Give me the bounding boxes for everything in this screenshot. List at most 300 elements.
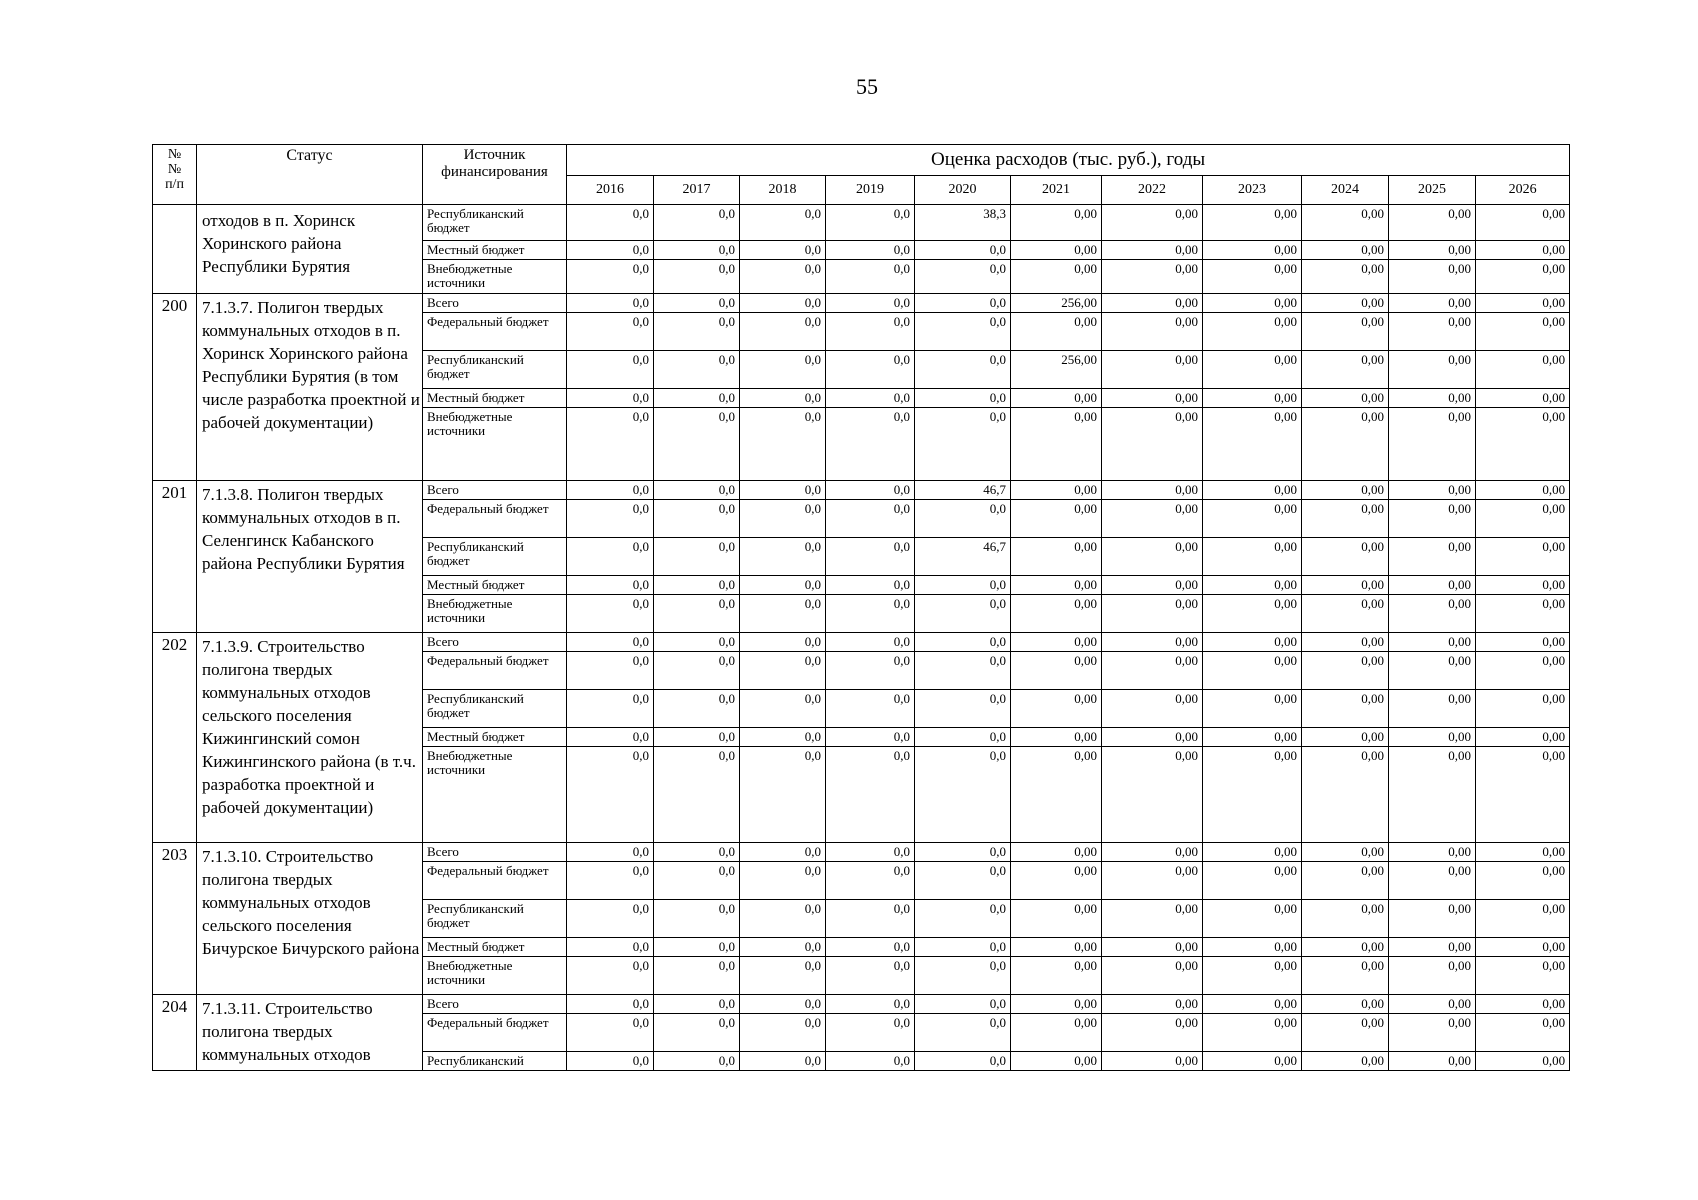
value-cell-2023: 0,00 [1203, 938, 1302, 957]
value-cell-2018: 0,0 [740, 1014, 826, 1052]
value-cell-2024: 0,00 [1302, 1052, 1389, 1071]
value-cell-2025: 0,00 [1389, 408, 1476, 481]
value-cell-2024: 0,00 [1302, 205, 1389, 241]
value-cell-2026: 0,00 [1476, 938, 1570, 957]
value-cell-2022: 0,00 [1102, 351, 1203, 389]
header-year-2016: 2016 [567, 176, 654, 205]
value-cell-2022: 0,00 [1102, 1014, 1203, 1052]
value-cell-2023: 0,00 [1203, 260, 1302, 294]
value-cell-2016: 0,0 [567, 205, 654, 241]
value-cell-2019: 0,0 [826, 389, 915, 408]
value-cell-2023: 0,00 [1203, 843, 1302, 862]
value-cell-2025: 0,00 [1389, 995, 1476, 1014]
value-cell-2017: 0,0 [654, 862, 740, 900]
value-cell-2023: 0,00 [1203, 900, 1302, 938]
value-cell-2022: 0,00 [1102, 995, 1203, 1014]
value-cell-2016: 0,0 [567, 995, 654, 1014]
value-cell-2021: 0,00 [1011, 747, 1102, 843]
value-cell-2017: 0,0 [654, 538, 740, 576]
value-cell-2021: 0,00 [1011, 241, 1102, 260]
table-row [153, 633, 1570, 652]
value-cell-2022: 0,00 [1102, 500, 1203, 538]
value-cell-2021: 0,00 [1011, 995, 1102, 1014]
value-cell-2025: 0,00 [1389, 862, 1476, 900]
value-cell-2024: 0,00 [1302, 1014, 1389, 1052]
funding-source-cell: Местный бюджет [423, 241, 567, 260]
value-cell-2023: 0,00 [1203, 241, 1302, 260]
value-cell-2016: 0,0 [567, 1014, 654, 1052]
header-year-2019: 2019 [826, 176, 915, 205]
value-cell-2024: 0,00 [1302, 408, 1389, 481]
value-cell-2022: 0,00 [1102, 205, 1203, 241]
row-number: 202 [153, 633, 197, 843]
value-cell-2018: 0,0 [740, 843, 826, 862]
funding-source-cell: Всего [423, 481, 567, 500]
value-cell-2019: 0,0 [826, 995, 915, 1014]
status-cell: 7.1.3.7. Полигон твердых коммунальных отходов в п. Хоринск Хоринского района Республики Бурятия (в том числе разработка проектной и рабочей документации) [197, 294, 423, 481]
value-cell-2017: 0,0 [654, 957, 740, 995]
value-cell-2019: 0,0 [826, 241, 915, 260]
value-cell-2026: 0,00 [1476, 408, 1570, 481]
funding-source-cell: Федеральный бюджет [423, 1014, 567, 1052]
funding-source-cell: Республиканский бюджет [423, 205, 567, 241]
value-cell-2025: 0,00 [1389, 313, 1476, 351]
value-cell-2018: 0,0 [740, 576, 826, 595]
value-cell-2018: 0,0 [740, 938, 826, 957]
value-cell-2020: 0,0 [915, 294, 1011, 313]
value-cell-2026: 0,00 [1476, 389, 1570, 408]
value-cell-2018: 0,0 [740, 313, 826, 351]
value-cell-2016: 0,0 [567, 633, 654, 652]
funding-source-cell: Местный бюджет [423, 576, 567, 595]
value-cell-2019: 0,0 [826, 351, 915, 389]
value-cell-2026: 0,00 [1476, 690, 1570, 728]
value-cell-2022: 0,00 [1102, 728, 1203, 747]
value-cell-2023: 0,00 [1203, 1014, 1302, 1052]
value-cell-2019: 0,0 [826, 1014, 915, 1052]
value-cell-2023: 0,00 [1203, 408, 1302, 481]
value-cell-2018: 0,0 [740, 500, 826, 538]
header-year-2020: 2020 [915, 176, 1011, 205]
value-cell-2017: 0,0 [654, 481, 740, 500]
value-cell-2022: 0,00 [1102, 938, 1203, 957]
value-cell-2025: 0,00 [1389, 843, 1476, 862]
value-cell-2025: 0,00 [1389, 747, 1476, 843]
value-cell-2021: 0,00 [1011, 260, 1102, 294]
value-cell-2019: 0,0 [826, 595, 915, 633]
table-header [153, 145, 1570, 205]
funding-source-cell: Федеральный бюджет [423, 652, 567, 690]
value-cell-2019: 0,0 [826, 408, 915, 481]
value-cell-2022: 0,00 [1102, 690, 1203, 728]
value-cell-2025: 0,00 [1389, 957, 1476, 995]
value-cell-2019: 0,0 [826, 260, 915, 294]
value-cell-2020: 0,0 [915, 500, 1011, 538]
page-number: 55 [856, 74, 878, 99]
funding-source-cell: Федеральный бюджет [423, 313, 567, 351]
value-cell-2016: 0,0 [567, 900, 654, 938]
value-cell-2025: 0,00 [1389, 652, 1476, 690]
value-cell-2019: 0,0 [826, 728, 915, 747]
value-cell-2024: 0,00 [1302, 481, 1389, 500]
value-cell-2020: 46,7 [915, 538, 1011, 576]
value-cell-2023: 0,00 [1203, 576, 1302, 595]
value-cell-2019: 0,0 [826, 313, 915, 351]
value-cell-2016: 0,0 [567, 241, 654, 260]
value-cell-2020: 0,0 [915, 576, 1011, 595]
value-cell-2023: 0,00 [1203, 1052, 1302, 1071]
value-cell-2017: 0,0 [654, 260, 740, 294]
value-cell-2018: 0,0 [740, 351, 826, 389]
value-cell-2026: 0,00 [1476, 900, 1570, 938]
value-cell-2022: 0,00 [1102, 652, 1203, 690]
value-cell-2026: 0,00 [1476, 576, 1570, 595]
funding-source-cell: Местный бюджет [423, 728, 567, 747]
value-cell-2016: 0,0 [567, 938, 654, 957]
value-cell-2017: 0,0 [654, 595, 740, 633]
value-cell-2025: 0,00 [1389, 294, 1476, 313]
value-cell-2021: 0,00 [1011, 408, 1102, 481]
row-number: 201 [153, 481, 197, 633]
value-cell-2020: 0,0 [915, 351, 1011, 389]
value-cell-2025: 0,00 [1389, 389, 1476, 408]
value-cell-2016: 0,0 [567, 481, 654, 500]
value-cell-2021: 0,00 [1011, 652, 1102, 690]
value-cell-2019: 0,0 [826, 576, 915, 595]
value-cell-2017: 0,0 [654, 652, 740, 690]
value-cell-2018: 0,0 [740, 481, 826, 500]
value-cell-2022: 0,00 [1102, 1052, 1203, 1071]
value-cell-2024: 0,00 [1302, 538, 1389, 576]
table-row [153, 294, 1570, 313]
value-cell-2017: 0,0 [654, 900, 740, 938]
value-cell-2025: 0,00 [1389, 241, 1476, 260]
header-source: Источник финансирования [423, 145, 567, 205]
value-cell-2017: 0,0 [654, 313, 740, 351]
value-cell-2026: 0,00 [1476, 595, 1570, 633]
funding-source-cell: Местный бюджет [423, 389, 567, 408]
value-cell-2026: 0,00 [1476, 1052, 1570, 1071]
header-year-2018: 2018 [740, 176, 826, 205]
value-cell-2017: 0,0 [654, 690, 740, 728]
value-cell-2025: 0,00 [1389, 595, 1476, 633]
value-cell-2017: 0,0 [654, 995, 740, 1014]
value-cell-2026: 0,00 [1476, 957, 1570, 995]
value-cell-2017: 0,0 [654, 241, 740, 260]
value-cell-2018: 0,0 [740, 389, 826, 408]
row-number [153, 205, 197, 294]
value-cell-2026: 0,00 [1476, 652, 1570, 690]
value-cell-2021: 0,00 [1011, 576, 1102, 595]
value-cell-2023: 0,00 [1203, 500, 1302, 538]
value-cell-2018: 0,0 [740, 205, 826, 241]
value-cell-2024: 0,00 [1302, 576, 1389, 595]
value-cell-2020: 0,0 [915, 241, 1011, 260]
value-cell-2017: 0,0 [654, 294, 740, 313]
header-year-2022: 2022 [1102, 176, 1203, 205]
value-cell-2016: 0,0 [567, 652, 654, 690]
value-cell-2024: 0,00 [1302, 900, 1389, 938]
value-cell-2023: 0,00 [1203, 351, 1302, 389]
value-cell-2016: 0,0 [567, 260, 654, 294]
value-cell-2025: 0,00 [1389, 260, 1476, 294]
value-cell-2023: 0,00 [1203, 995, 1302, 1014]
value-cell-2016: 0,0 [567, 576, 654, 595]
value-cell-2020: 0,0 [915, 995, 1011, 1014]
value-cell-2025: 0,00 [1389, 500, 1476, 538]
value-cell-2017: 0,0 [654, 843, 740, 862]
value-cell-2021: 0,00 [1011, 481, 1102, 500]
value-cell-2023: 0,00 [1203, 652, 1302, 690]
value-cell-2026: 0,00 [1476, 1014, 1570, 1052]
value-cell-2020: 0,0 [915, 1052, 1011, 1071]
value-cell-2021: 0,00 [1011, 938, 1102, 957]
value-cell-2026: 0,00 [1476, 481, 1570, 500]
value-cell-2025: 0,00 [1389, 351, 1476, 389]
status-cell: 7.1.3.11. Строительство полигона твердых коммунальных отходов [197, 995, 423, 1071]
funding-source-cell: Внебюджетные источники [423, 957, 567, 995]
value-cell-2021: 0,00 [1011, 957, 1102, 995]
value-cell-2024: 0,00 [1302, 652, 1389, 690]
row-number: 200 [153, 294, 197, 481]
value-cell-2022: 0,00 [1102, 408, 1203, 481]
value-cell-2020: 0,0 [915, 690, 1011, 728]
value-cell-2017: 0,0 [654, 1014, 740, 1052]
value-cell-2025: 0,00 [1389, 900, 1476, 938]
value-cell-2025: 0,00 [1389, 1014, 1476, 1052]
header-year-2024: 2024 [1302, 176, 1389, 205]
value-cell-2021: 0,00 [1011, 538, 1102, 576]
value-cell-2018: 0,0 [740, 690, 826, 728]
value-cell-2024: 0,00 [1302, 351, 1389, 389]
value-cell-2017: 0,0 [654, 728, 740, 747]
value-cell-2018: 0,0 [740, 260, 826, 294]
value-cell-2018: 0,0 [740, 294, 826, 313]
value-cell-2021: 0,00 [1011, 389, 1102, 408]
value-cell-2026: 0,00 [1476, 351, 1570, 389]
funding-source-cell: Внебюджетные источники [423, 747, 567, 843]
value-cell-2022: 0,00 [1102, 481, 1203, 500]
value-cell-2026: 0,00 [1476, 728, 1570, 747]
table-row [153, 205, 1570, 241]
value-cell-2016: 0,0 [567, 1052, 654, 1071]
value-cell-2023: 0,00 [1203, 205, 1302, 241]
value-cell-2018: 0,0 [740, 633, 826, 652]
value-cell-2022: 0,00 [1102, 294, 1203, 313]
value-cell-2021: 0,00 [1011, 900, 1102, 938]
value-cell-2019: 0,0 [826, 900, 915, 938]
value-cell-2016: 0,0 [567, 294, 654, 313]
row-number: 203 [153, 843, 197, 995]
value-cell-2026: 0,00 [1476, 500, 1570, 538]
value-cell-2022: 0,00 [1102, 747, 1203, 843]
value-cell-2025: 0,00 [1389, 690, 1476, 728]
value-cell-2020: 0,0 [915, 728, 1011, 747]
value-cell-2020: 46,7 [915, 481, 1011, 500]
value-cell-2023: 0,00 [1203, 481, 1302, 500]
value-cell-2016: 0,0 [567, 728, 654, 747]
value-cell-2019: 0,0 [826, 633, 915, 652]
value-cell-2020: 0,0 [915, 260, 1011, 294]
value-cell-2023: 0,00 [1203, 957, 1302, 995]
value-cell-2019: 0,0 [826, 1052, 915, 1071]
value-cell-2025: 0,00 [1389, 938, 1476, 957]
value-cell-2026: 0,00 [1476, 294, 1570, 313]
value-cell-2021: 0,00 [1011, 728, 1102, 747]
value-cell-2018: 0,0 [740, 728, 826, 747]
table-row [153, 843, 1570, 862]
value-cell-2026: 0,00 [1476, 313, 1570, 351]
value-cell-2023: 0,00 [1203, 294, 1302, 313]
value-cell-2024: 0,00 [1302, 500, 1389, 538]
value-cell-2018: 0,0 [740, 408, 826, 481]
value-cell-2019: 0,0 [826, 652, 915, 690]
value-cell-2019: 0,0 [826, 843, 915, 862]
funding-source-cell: Всего [423, 995, 567, 1014]
value-cell-2024: 0,00 [1302, 747, 1389, 843]
value-cell-2023: 0,00 [1203, 728, 1302, 747]
funding-source-cell: Республиканский [423, 1052, 567, 1071]
value-cell-2024: 0,00 [1302, 633, 1389, 652]
value-cell-2017: 0,0 [654, 938, 740, 957]
value-cell-2018: 0,0 [740, 900, 826, 938]
value-cell-2019: 0,0 [826, 500, 915, 538]
value-cell-2016: 0,0 [567, 862, 654, 900]
value-cell-2022: 0,00 [1102, 862, 1203, 900]
header-year-2021: 2021 [1011, 176, 1102, 205]
funding-source-cell: Республиканский бюджет [423, 538, 567, 576]
value-cell-2026: 0,00 [1476, 633, 1570, 652]
value-cell-2019: 0,0 [826, 862, 915, 900]
header-year-2025: 2025 [1389, 176, 1476, 205]
value-cell-2024: 0,00 [1302, 241, 1389, 260]
table-row [153, 995, 1570, 1014]
value-cell-2024: 0,00 [1302, 294, 1389, 313]
value-cell-2021: 0,00 [1011, 205, 1102, 241]
header-year-2026: 2026 [1476, 176, 1570, 205]
value-cell-2025: 0,00 [1389, 728, 1476, 747]
value-cell-2016: 0,0 [567, 690, 654, 728]
value-cell-2020: 0,0 [915, 595, 1011, 633]
header-expenditure-title: Оценка расходов (тыс. руб.), годы [567, 145, 1570, 176]
value-cell-2021: 0,00 [1011, 843, 1102, 862]
value-cell-2025: 0,00 [1389, 633, 1476, 652]
value-cell-2022: 0,00 [1102, 313, 1203, 351]
value-cell-2020: 0,0 [915, 633, 1011, 652]
value-cell-2023: 0,00 [1203, 595, 1302, 633]
value-cell-2016: 0,0 [567, 351, 654, 389]
value-cell-2016: 0,0 [567, 957, 654, 995]
value-cell-2017: 0,0 [654, 747, 740, 843]
value-cell-2018: 0,0 [740, 862, 826, 900]
value-cell-2019: 0,0 [826, 938, 915, 957]
row-number: 204 [153, 995, 197, 1071]
value-cell-2022: 0,00 [1102, 260, 1203, 294]
value-cell-2017: 0,0 [654, 633, 740, 652]
value-cell-2016: 0,0 [567, 843, 654, 862]
header-year-2017: 2017 [654, 176, 740, 205]
value-cell-2020: 0,0 [915, 938, 1011, 957]
value-cell-2025: 0,00 [1389, 1052, 1476, 1071]
value-cell-2019: 0,0 [826, 747, 915, 843]
value-cell-2024: 0,00 [1302, 728, 1389, 747]
value-cell-2024: 0,00 [1302, 995, 1389, 1014]
value-cell-2020: 0,0 [915, 652, 1011, 690]
value-cell-2018: 0,0 [740, 747, 826, 843]
funding-source-cell: Федеральный бюджет [423, 500, 567, 538]
value-cell-2016: 0,0 [567, 408, 654, 481]
value-cell-2019: 0,0 [826, 294, 915, 313]
value-cell-2022: 0,00 [1102, 576, 1203, 595]
status-cell: отходов в п. Хоринск Хоринского района Республики Бурятия [197, 205, 423, 294]
value-cell-2018: 0,0 [740, 957, 826, 995]
value-cell-2022: 0,00 [1102, 389, 1203, 408]
value-cell-2017: 0,0 [654, 389, 740, 408]
value-cell-2024: 0,00 [1302, 938, 1389, 957]
value-cell-2026: 0,00 [1476, 241, 1570, 260]
value-cell-2019: 0,0 [826, 690, 915, 728]
value-cell-2017: 0,0 [654, 1052, 740, 1071]
value-cell-2016: 0,0 [567, 500, 654, 538]
value-cell-2017: 0,0 [654, 351, 740, 389]
value-cell-2026: 0,00 [1476, 747, 1570, 843]
value-cell-2023: 0,00 [1203, 862, 1302, 900]
expenditure-table [152, 144, 1570, 1071]
value-cell-2018: 0,0 [740, 538, 826, 576]
value-cell-2024: 0,00 [1302, 862, 1389, 900]
value-cell-2025: 0,00 [1389, 481, 1476, 500]
header-status: Статус [197, 145, 423, 205]
status-cell: 7.1.3.8. Полигон твердых коммунальных отходов в п. Селенгинск Кабанского района Республики Бурятия [197, 481, 423, 633]
funding-source-cell: Республиканский бюджет [423, 690, 567, 728]
table-body [153, 205, 1570, 1071]
funding-source-cell: Республиканский бюджет [423, 900, 567, 938]
value-cell-2016: 0,0 [567, 595, 654, 633]
value-cell-2019: 0,0 [826, 957, 915, 995]
value-cell-2026: 0,00 [1476, 995, 1570, 1014]
value-cell-2020: 0,0 [915, 389, 1011, 408]
value-cell-2018: 0,0 [740, 595, 826, 633]
value-cell-2016: 0,0 [567, 747, 654, 843]
value-cell-2024: 0,00 [1302, 260, 1389, 294]
value-cell-2018: 0,0 [740, 241, 826, 260]
status-cell: 7.1.3.10. Строительство полигона твердых коммунальных отходов сельского поселения Бичурское Бичурского района [197, 843, 423, 995]
value-cell-2020: 0,0 [915, 957, 1011, 995]
value-cell-2022: 0,00 [1102, 633, 1203, 652]
value-cell-2024: 0,00 [1302, 957, 1389, 995]
value-cell-2026: 0,00 [1476, 862, 1570, 900]
value-cell-2022: 0,00 [1102, 595, 1203, 633]
funding-source-cell: Всего [423, 843, 567, 862]
value-cell-2017: 0,0 [654, 205, 740, 241]
value-cell-2021: 0,00 [1011, 633, 1102, 652]
funding-source-cell: Республиканский бюджет [423, 351, 567, 389]
value-cell-2019: 0,0 [826, 205, 915, 241]
value-cell-2025: 0,00 [1389, 538, 1476, 576]
value-cell-2024: 0,00 [1302, 843, 1389, 862]
header-num: № № п/п [153, 145, 197, 205]
value-cell-2023: 0,00 [1203, 538, 1302, 576]
value-cell-2022: 0,00 [1102, 241, 1203, 260]
value-cell-2021: 0,00 [1011, 862, 1102, 900]
value-cell-2020: 0,0 [915, 408, 1011, 481]
value-cell-2026: 0,00 [1476, 260, 1570, 294]
value-cell-2024: 0,00 [1302, 313, 1389, 351]
value-cell-2021: 0,00 [1011, 595, 1102, 633]
value-cell-2020: 0,0 [915, 900, 1011, 938]
value-cell-2022: 0,00 [1102, 957, 1203, 995]
value-cell-2023: 0,00 [1203, 313, 1302, 351]
